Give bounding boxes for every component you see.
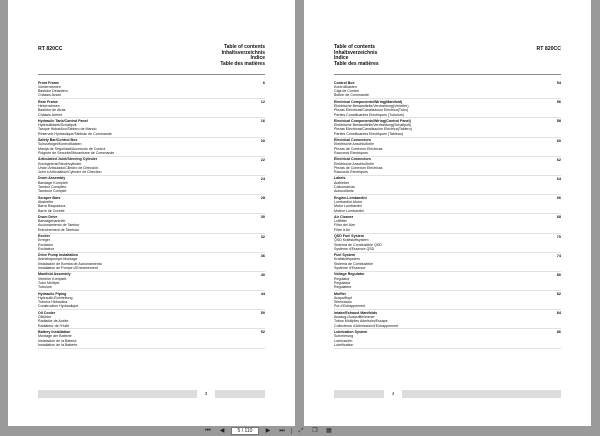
toc-entry-page: 52 [260, 330, 265, 335]
toc-entry-title: Engine-Lombardini [334, 195, 367, 200]
toc-entry[interactable] [334, 272, 561, 291]
toc-entry[interactable] [38, 329, 265, 348]
right-page [304, 0, 591, 426]
toc-entry-translation: Installation de Pompe d'Entraînement [38, 266, 98, 271]
toc-entry-title: QSD Fuel System [334, 234, 364, 238]
toc-entry-translation: Tanque Hidraulico/Tablero de Mando [38, 127, 97, 132]
right-page-footer [334, 390, 561, 398]
toc-entry-translation: Regulator [334, 276, 350, 281]
toc-entry-translation: Piezas Eléctricas/Canalización Eléctrica(Tubo) [334, 108, 409, 113]
toc-entry-title: Articulated Joint/Steering Cylinder [38, 157, 98, 162]
toc-entry-translation: Bandagenantrieb [38, 219, 66, 224]
toc-entry-translation: Tambor Completo [38, 185, 67, 190]
toc-entry-title: Rear Frame [38, 99, 58, 104]
toc-entry-translation: Construction Hydraulique [38, 304, 79, 309]
toc-entry-translation: Ölkühler [38, 315, 52, 320]
toc-entry-title: Drum Drive [38, 214, 58, 219]
toc-entry-translation: Système d'Essence QSD [334, 246, 375, 251]
toc-entry[interactable] [334, 329, 561, 348]
toc-entry-translation: Barre de Curette [38, 208, 65, 213]
toc-entry[interactable] [38, 99, 265, 118]
toc-entry-page: 80 [556, 272, 561, 277]
right-page-header [334, 44, 561, 75]
toc-entry-translation: Raccords Electriques [334, 170, 368, 175]
toc-entry-translation: QSD Kraftstoffsystem [334, 238, 369, 243]
toc-entry-title: Intake/Exhaust Manifolds [334, 310, 378, 315]
toc-entry-page: 36 [260, 253, 265, 258]
toc-entry-translation: Châssis Avant [38, 93, 61, 98]
toc-entry-translation: Elektrische Anschlußteile [334, 161, 374, 166]
left-page [8, 0, 295, 426]
left-page-number: 3 [197, 390, 215, 398]
toc-entry-page: 82 [556, 292, 561, 297]
toc-entry[interactable] [38, 80, 265, 99]
toc-entry-translation: Montage der Batterie [38, 334, 72, 339]
right-toc-heading: Table of contents Inhaltsverzeichnis Indice Table des matières [334, 44, 379, 67]
right-page-number: 4 [384, 390, 402, 398]
toc-entry-translation: Silenciador [334, 300, 352, 305]
toc-entry-translation: Hydrauliktank/Schaltpult [38, 123, 77, 128]
toolbar-separator [291, 428, 292, 434]
toc-entry-translation: Piezas de Conexión Eléctricas [334, 146, 383, 151]
toc-entry-page: 74 [556, 253, 561, 258]
toc-entry-translation: Boîtier de Commande [334, 93, 369, 98]
toc-entry-translation: Installation de la Batterie [38, 342, 78, 347]
toc-entry[interactable] [38, 310, 265, 329]
toc-entry-translation: Joint à Articulation/Cylindre de Direction [38, 170, 102, 175]
left-model-title: RT 820CC [38, 46, 63, 52]
left-page-footer [38, 390, 265, 398]
toc-entry-translation: Autocollants [334, 189, 354, 194]
copy-icon[interactable]: ❐ [312, 428, 318, 434]
toc-entry-page: 32 [260, 234, 265, 239]
toc-entry[interactable] [334, 157, 561, 176]
toc-entry-translation: Instalación de Bomba de Accionamiento [38, 261, 102, 266]
toc-entry-translation: Regulador [334, 280, 351, 285]
toc-entry-title: Scraper Bars [38, 195, 61, 200]
toc-entry-translation: Hinterrahmen [38, 103, 60, 108]
toc-entry-translation: Accionamiento de Tambor [38, 223, 80, 228]
toc-entry-title: Safety Bar/Control Box [38, 138, 78, 143]
toc-entry-translation: Elektrische Anschlußteile [334, 142, 374, 147]
toc-entry[interactable] [38, 157, 265, 176]
toc-entry-translation: Lombardini-Motor [334, 199, 363, 204]
toc-entry[interactable] [38, 118, 265, 137]
page-number-input[interactable]: 5 / 110 [231, 427, 259, 435]
right-toc-list [334, 80, 561, 349]
toc-entry[interactable] [334, 310, 561, 329]
toc-entry-translation: Parties Constituantes Electriques (Tubulure) [334, 112, 405, 117]
toc-entry-translation: Pot d'Echappement [334, 304, 366, 309]
toc-entry-title: Air Cleaner [334, 214, 354, 219]
toc-entry-title: Front Frame [38, 80, 59, 85]
first-page-icon[interactable]: ⏮ [205, 428, 211, 434]
toc-entry-translation: Ansaug-/Auspuffkrümmer [334, 315, 375, 320]
toc-entry[interactable] [334, 214, 561, 233]
toc-entry[interactable] [334, 195, 561, 214]
toc-entry-translation: Schmierung [334, 334, 354, 339]
last-page-icon[interactable]: ⏭ [279, 428, 285, 434]
toc-entry-translation: Abstreifer [38, 199, 54, 204]
prev-page-icon[interactable]: ◀ [219, 428, 225, 434]
toc-entry-page: 22 [260, 157, 265, 162]
toc-entry[interactable] [334, 138, 561, 157]
toc-entry-title: Manifold Assembly [38, 272, 71, 277]
toc-entry-translation: Régulateur [334, 285, 352, 290]
toc-entry-translation: Kraftstoffsystem [334, 257, 360, 262]
toc-entry-translation: Elektrische Bestandteile/Verdrahtung(Schaltpult) [334, 123, 412, 128]
toc-entry-title: Lubrication System [334, 329, 368, 334]
toc-entry-translation: Elektrische Bestandteile/Verdrahtung(Verteiler) [334, 103, 409, 108]
toc-entry-page: 30 [260, 215, 265, 220]
toc-entry-title: Electrical Connectors [334, 138, 371, 143]
toc-entry-title: Exciter [38, 234, 50, 238]
toc-entry-page: 64 [556, 176, 561, 181]
toc-entry-translation: Parties Constituantes Electriques (Tableau) [334, 131, 403, 136]
toc-entry[interactable] [334, 80, 561, 99]
right-model-title: RT 820CC [536, 46, 561, 52]
toc-entry-title: Electrical Connectors [334, 157, 371, 162]
toc-entry-page: 50 [260, 311, 265, 316]
toc-entry-page: 68 [556, 215, 561, 220]
toc-entry[interactable] [38, 138, 265, 157]
toc-entry-translation: Hydraulik-Rohrleitung [38, 295, 73, 300]
toc-entry-translation: Antriebspumpe-Montage [38, 257, 78, 262]
toc-entry-page: 24 [260, 176, 265, 181]
toc-entry-translation: Réservoir Hydraulique/Tableau de Commande [38, 131, 112, 136]
toc-entry-translation: Kontrollkasten [334, 84, 357, 89]
left-page-header [38, 44, 265, 75]
toc-entry-title: Labels [334, 176, 346, 181]
toc-entry-translation: Barra Raspadora [38, 204, 66, 209]
toc-entry-translation: Collecteurs d'Admission/d'Echappement [334, 323, 399, 328]
toc-entry-title: Drum Assembly [38, 176, 66, 181]
toc-entry-translation: Tambour Complet [38, 189, 67, 194]
toc-entry[interactable] [334, 253, 561, 272]
toc-entry-translation: Excitador [38, 242, 53, 247]
toc-entry-page: 62 [556, 157, 561, 162]
toc-entry[interactable] [38, 214, 265, 233]
toc-entry-title: Muffler [334, 291, 346, 296]
toc-entry-title: Fuel System [334, 253, 356, 258]
toc-entry-page: 40 [260, 272, 265, 277]
left-toc-heading: Table of contents Inhaltsverzeichnis Indice Table des matières [220, 44, 265, 67]
toc-entry-title: Hydraulic Tank/Control Panel [38, 118, 88, 123]
toc-entry-title: Electrical Components/Wiring(Control Panel) [334, 118, 411, 123]
toc-entry-translation: Aufkleber [334, 180, 350, 185]
toc-entry-translation: Radiateur de l'Huile [38, 323, 70, 328]
fit-page-icon[interactable]: ⤢ [298, 428, 304, 434]
toc-entry-translation: Manija de Seguridad/Accesorio de Control [38, 146, 106, 151]
toc-entry-translation: Excitateur [38, 246, 54, 251]
toc-entry[interactable] [334, 99, 561, 118]
toc-entry-translation: Filtro del Aire [334, 223, 355, 228]
toc-entry-translation: Knickgelenk/Steuerzylinder [38, 161, 82, 166]
toc-entry-title: Electrical Components/Wiring(Manifold) [334, 99, 403, 104]
left-toc-list [38, 80, 265, 349]
toc-entry[interactable] [38, 272, 265, 291]
viewer-toolbar [0, 426, 600, 436]
toc-entry-translation: Tubo Múltiple [38, 280, 60, 285]
toc-entry-translation: Unión Articulado/Cilindro de Dirección [38, 165, 99, 170]
toc-entry-translation: Moteur Lombardini [334, 208, 364, 213]
toc-entry-translation: Piezas de Conexión Eléctricas [334, 165, 383, 170]
toc-entry-page: 6 [262, 81, 265, 85]
toc-entry-translation: Entraînement de Tambour [38, 227, 80, 232]
toc-entry-translation: Bandage Komplett [38, 180, 68, 185]
toc-entry[interactable] [38, 253, 265, 272]
grid-view-icon[interactable]: ▦ [326, 428, 332, 434]
toc-entry-translation: Radiador de Aceite [38, 319, 69, 324]
toc-entry-translation: Vorderrahmen [38, 84, 61, 89]
toc-entry-page: 12 [260, 100, 265, 105]
toc-entry-translation: Filtre à Air [334, 227, 351, 232]
toc-entry-translation: Luftfilter [334, 219, 347, 224]
toc-entry-translation: Schutzbügel/Kontrollkasten [38, 142, 82, 147]
toc-entry-translation: Sistema de Combustible QSD [334, 242, 382, 247]
toc-entry-page: 70 [556, 234, 561, 239]
toc-entry-page: 86 [556, 330, 561, 335]
toc-entry-translation: Lubricación [334, 338, 353, 343]
toc-entry-translation: Erreger [38, 238, 50, 243]
toc-entry-title: Voltage Regulator [334, 272, 365, 277]
toc-entry-title: Oil Cooler [38, 310, 56, 315]
toc-entry[interactable] [334, 234, 561, 253]
toc-entry[interactable] [334, 291, 561, 310]
toc-entry-translation: Cája de Control [334, 89, 359, 94]
toc-entry[interactable] [38, 234, 265, 253]
toc-entry-translation: Sistema de Combustible [334, 261, 373, 266]
toc-entry-page: 20 [260, 138, 265, 143]
toc-entry-translation: Lubrification [334, 342, 354, 347]
toc-entry-title: Drive Pump Installation [38, 253, 78, 258]
toc-entry-translation: Tubería Hidráulica [38, 300, 68, 305]
toc-entry-translation: Auspufftopf [334, 295, 353, 300]
toc-entry-translation: Raccords Electriques [334, 150, 368, 155]
toc-entry-page: 66 [556, 196, 561, 201]
toc-entry[interactable] [38, 291, 265, 310]
toc-entry-translation: Verteiler Komplett [38, 276, 67, 281]
toc-entry[interactable] [334, 176, 561, 195]
toc-entry-page: 56 [556, 100, 561, 105]
toc-entry-translation: Instalación de la Bateria [38, 338, 77, 343]
toc-entry-title: Control Box [334, 80, 355, 85]
toc-entry-title: Hydraulic Piping [38, 291, 67, 296]
toc-entry-title: Battery Installation [38, 329, 71, 334]
toc-entry-page: 54 [556, 81, 561, 85]
toc-entry[interactable] [38, 176, 265, 195]
toc-entry-translation: Tubulure [38, 285, 53, 290]
toc-entry-page: 28 [260, 196, 265, 201]
toc-entry-page: 58 [556, 119, 561, 124]
toc-entry-translation: Tubos Múltiples Admisión/Escape [334, 319, 388, 324]
next-page-icon[interactable]: ▶ [265, 428, 271, 434]
toc-entry-page: 44 [260, 292, 265, 297]
toc-entry-page: 60 [556, 138, 561, 143]
toc-entry-translation: Bastidor de Atrás [38, 108, 66, 113]
toc-entry-page: 84 [556, 311, 561, 316]
toc-entry-translation: Poignée de Sécurité/Mécanisme de Commande [38, 150, 115, 155]
toc-entry[interactable] [334, 118, 561, 137]
toc-entry-translation: Châssis Arrière [38, 112, 63, 117]
toc-entry[interactable] [38, 195, 265, 214]
toc-entry-page: 16 [260, 119, 265, 124]
toc-entry-translation: Système d'Essence [334, 266, 366, 271]
toc-entry-translation: Calcomanías [334, 185, 355, 190]
toc-entry-translation: Bastidor Delantero [38, 89, 68, 94]
toc-entry-translation: Motor Lombardini [334, 204, 362, 209]
toc-entry-translation: Piezas Eléctricas/Canalización Eléctrica(Tablero) [334, 127, 412, 132]
